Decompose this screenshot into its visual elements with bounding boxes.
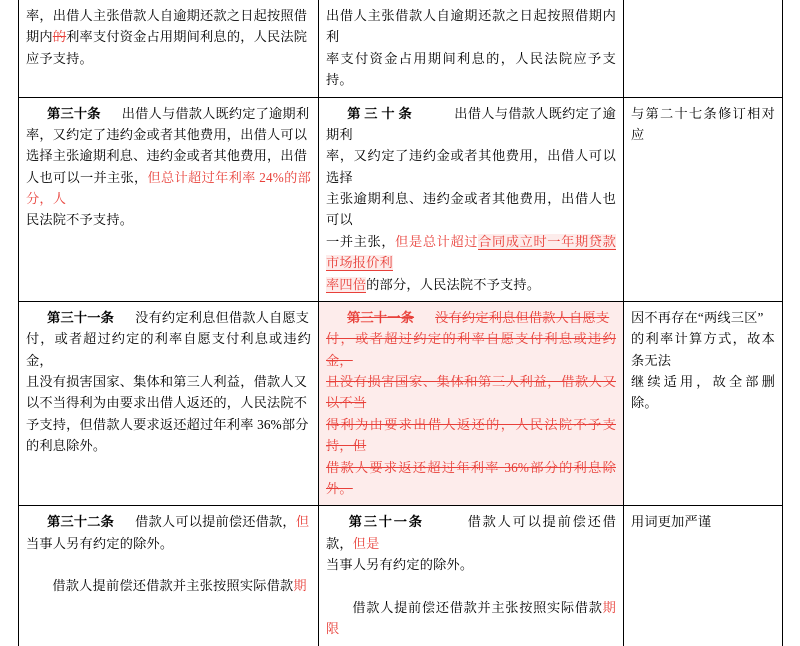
article-number: 第三十二条 <box>47 514 115 530</box>
paragraph: 率支付资金占用期间利息的，人民法院应予支持。 <box>326 50 616 88</box>
article-number: 第三十一条 <box>47 309 115 325</box>
paragraph: 借款人提前偿还借款并主张按照实际借款期限 <box>326 599 616 637</box>
deleted-text: 借款人要求返还超过年利率 36%部分的利息除外。 <box>326 459 616 496</box>
changed-text: 但是 <box>352 535 380 551</box>
paragraph: 应予支持。 <box>26 50 93 66</box>
article-number: 第三十一条 <box>347 309 415 325</box>
cell-revision-note <box>624 506 783 646</box>
paragraph: 与第二十七条修订相对应 <box>631 105 775 142</box>
table-row <box>19 506 783 646</box>
paragraph <box>326 575 616 596</box>
cell-original-text <box>19 506 319 646</box>
table-body <box>19 0 783 646</box>
paragraph: 第三十一条 没有约定利息但借款人自愿支 <box>47 309 310 325</box>
article-number: 第三十条 <box>47 105 101 121</box>
paragraph: 借款人提前偿还借款并主张按照实际借款期 <box>52 578 307 594</box>
cell-revision-note <box>624 0 783 97</box>
cell-original-text <box>19 97 319 301</box>
paragraph <box>326 328 616 371</box>
comparison-table <box>18 0 783 646</box>
cell-revision-note <box>624 97 783 301</box>
paragraph <box>326 307 616 328</box>
paragraph: 予支持，但借款人要求返还超过年利率 36%部分 <box>26 416 309 432</box>
inserted-text: 率四倍 <box>326 276 367 292</box>
deleted-text: 的 <box>52 29 67 45</box>
paragraph: 的利息除外。 <box>26 438 107 454</box>
deleted-text: 得利为由要求出借人返还的，人民法院不予支持，但 <box>326 416 616 454</box>
paragraph: 因不再存在“两线三区” <box>631 309 764 325</box>
paragraph <box>326 371 616 414</box>
inserted-text: 合同成立时一年期贷款市场报价利 <box>326 233 617 271</box>
cell-original-text <box>19 301 319 505</box>
table-row <box>19 97 783 301</box>
cell-revised-text <box>319 0 624 97</box>
paragraph: 的利率计算方式，故本条无法 <box>631 331 775 368</box>
changed-text: 但是总计超过 <box>395 233 479 249</box>
table-row <box>19 301 783 505</box>
paragraph: 民法院不予支持。 <box>26 212 134 228</box>
article-number: 第三十一条 <box>347 514 424 530</box>
article-number: 第 三 十 条 <box>347 105 412 121</box>
cell-original-text <box>19 0 319 97</box>
cell-revised-text <box>319 97 624 301</box>
paragraph <box>326 414 616 457</box>
paragraph: 人也可以一并主张，但总计超过年利率 24%的部分，人 <box>26 169 311 206</box>
table-row <box>19 0 783 97</box>
paragraph: 主张逾期利息、违约金或者其他费用，出借人也可以 <box>326 191 616 228</box>
paragraph <box>326 457 616 500</box>
changed-text: 期限 <box>326 599 616 637</box>
paragraph: 当事人另有约定的除外。 <box>26 535 174 551</box>
rate-value: 年利率 24% <box>215 169 284 185</box>
paragraph: 当事人另有约定的除外。 <box>326 557 474 572</box>
paragraph: 一并主张，但是总计超过合同成立时一年期贷款市场报价利 <box>326 233 617 271</box>
paragraph <box>26 554 311 575</box>
paragraph: 率，又约定了违约金或者其他费用，出借人可以选择 <box>326 148 616 185</box>
cell-revised-text <box>319 301 624 505</box>
paragraph: 率，出借人主张借款人自逾期还款之日起按照借 <box>26 8 308 23</box>
paragraph: 期内的利率支付资金占用期间利息的，人民法院 <box>26 29 308 45</box>
paragraph: 第 三 十 条 出借人与借款人既约定了逾期利 <box>326 105 616 142</box>
cell-revision-note <box>624 301 783 505</box>
changed-text: 但总计超过 <box>147 169 216 185</box>
paragraph: 继续适用，故全部删除。 <box>631 374 775 411</box>
paragraph: 以不当得利为由要求出借人返还的，人民法院不 <box>26 395 308 411</box>
paragraph: 第三十条 出借人与借款人既约定了逾期利 <box>47 105 310 121</box>
paragraph: 选择主张逾期利息、违约金或者其他费用，出借 <box>26 148 308 164</box>
paragraph: 第三十一条 借款人可以提前偿还借款，但是 <box>326 514 617 551</box>
deleted-text: 付，或者超过约定的利率自愿支付利息或违约金， <box>326 331 616 368</box>
paragraph: 率，又约定了违约金或者其他费用，出借人可以 <box>26 126 308 142</box>
paragraph: 第三十二条 借款人可以提前偿还借款，但 <box>47 514 310 530</box>
changed-text: 期 <box>293 578 307 594</box>
paragraph: 出借人主张借款人自逾期还款之日起按照借期内利 <box>326 8 616 45</box>
paragraph: 且没有损害国家、集体和第三人利益，借款人又 <box>26 374 308 389</box>
paragraph: 率四倍的部分，人民法院不予支持。 <box>326 276 541 292</box>
cell-revised-text <box>319 506 624 646</box>
deleted-text: 没有约定利息但借款人自愿支 <box>435 309 610 325</box>
changed-text: 的部分，人 <box>26 169 311 206</box>
paragraph: 付，或者超过约定的利率自愿支付利息或违约金， <box>26 331 311 368</box>
changed-text: 但 <box>295 514 310 530</box>
paragraph: 用词更加严谨 <box>631 514 712 530</box>
deleted-text: 且没有损害国家、集体和第三人利益，借款人又以不当 <box>326 374 616 411</box>
